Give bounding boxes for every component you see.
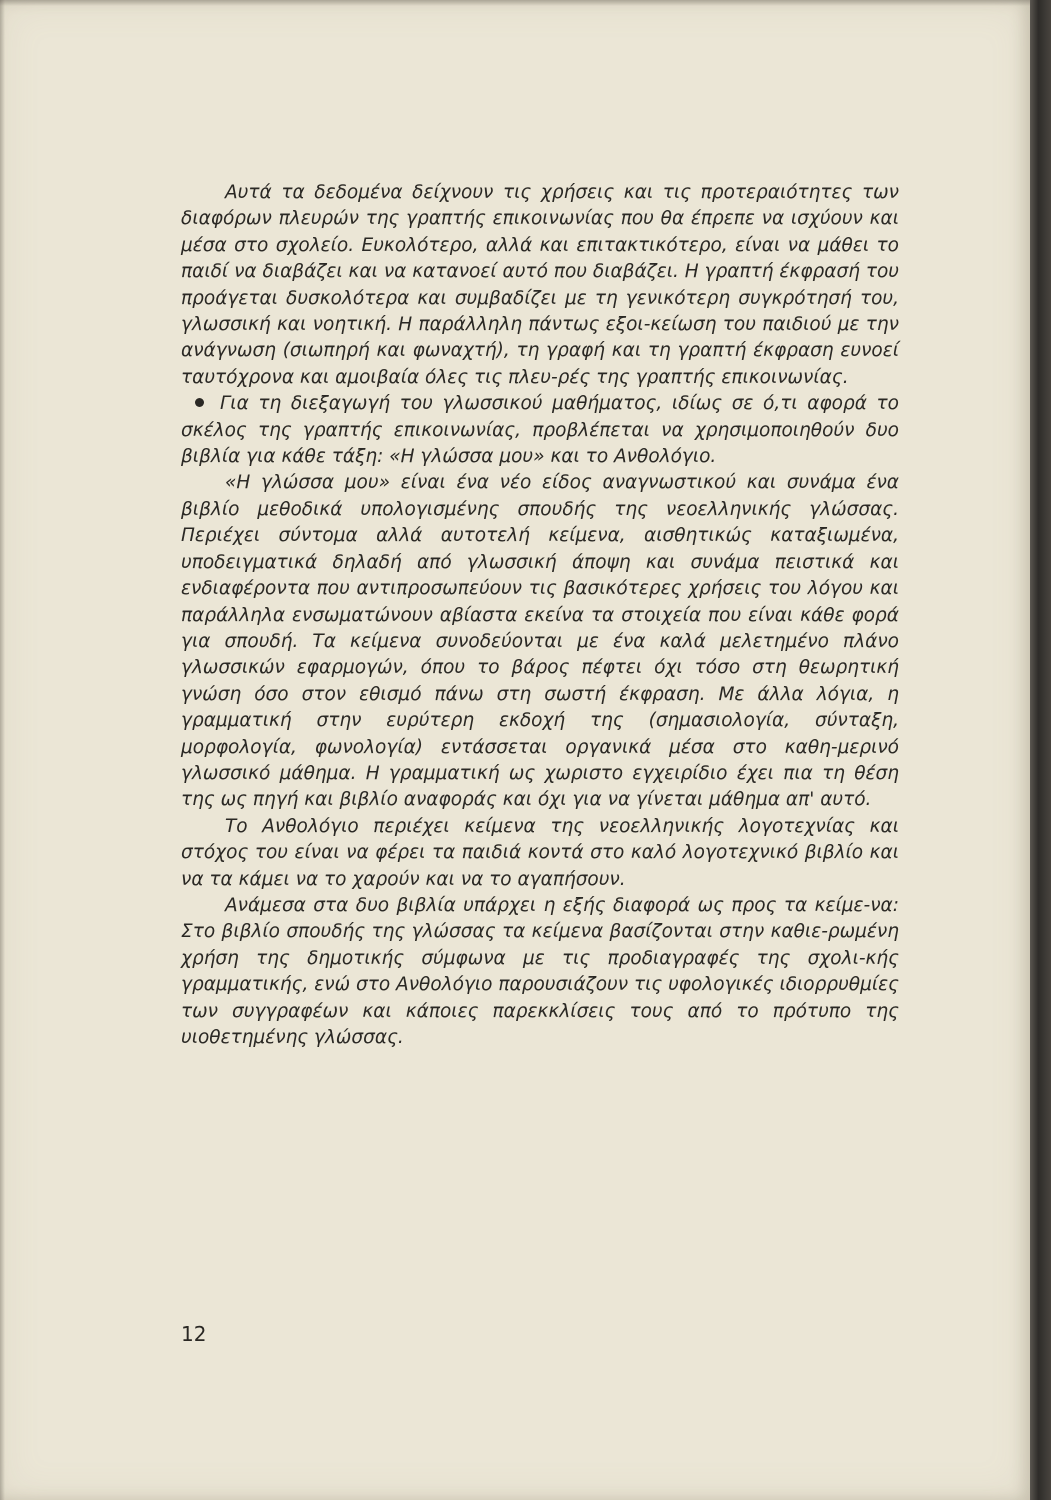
scan-edge-top (0, 0, 1030, 6)
paragraph-i-glossa-mou: «Η γλώσσα μου» είναι ένα νέο είδος αναγνωστικού και συνάμα ένα βιβλίο μεθοδικά υπολογισμένης σπουδής της νεοελληνικής γλώσσας. Περιέχει σύντομα αλλά αυτοτελή κείμενα, αισθητικώς καταξιωμένα, υποδειγματικά δηλαδή από γλωσσική άποψη και συνάμα πειστικά και ενδιαφέροντα που αντιπροσωπεύουν τις βασικότερες χρήσεις του λόγου και παράλληλα ενσωματώνουν αβίαστα εκείνα τα στοιχεία που είναι κάθε φορά για σπουδή. Τα κείμενα συνοδεύονται με ένα καλά μελετημένο πλάνο γλωσσικών εφαρμογών, όπου το βάρος πέφτει όχι τόσο στη θεωρητική γνώση όσο στον εθισμό πάνω στη σωστή έκφραση. Με άλλα λόγια, η γραμματική στην ευρύτερη εκδοχή της (σημασιολογία, σύνταξη, μορφολογία, φωνολογία) εντάσσεται οργανικά μέσα στο καθη-μερινό γλωσσικό μάθημα. Η γραμματική ως χωριστο εγχειρίδιο έχει πια τη θέση της ως πηγή και βιβλίο αναφοράς και όχι για να γίνεται μάθημα απ' αυτό. (181, 472, 899, 811)
bullet-icon (195, 398, 204, 407)
body-text (181, 180, 899, 1051)
paragraph-data-usage: Αυτά τα δεδομένα δείχνουν τις χρήσεις και τις προτεραιότητες των διαφόρων πλευρών της γραπτής επικοινωνίας που θα έπρεπε να ισχύουν και μέσα στο σχολείο. Ευκολότερο, αλλά και επιτακτικότερο, είναι να μάθει το παιδί να διαβάζει και να κατανοεί αυτό που διαβάζει. Η γραπτή έκφρασή του προάγεται δυσκολότερα και συμβαδίζει με τη γενικότερη συγκρότησή του, γλωσσική και νοητική. Η παράλληλη πάντως εξοι-κείωση του παιδιού με την ανάγνωση (σιωπηρή και φωναχτή), τη γραφή και τη γραπτή έκφραση ευνοεί ταυτόχρονα και αμοιβαία όλες τις πλευ-ρές της γραπτής επικοινωνίας. (181, 182, 899, 388)
paragraph-differences: Ανάμεσα στα δυο βιβλία υπάρχει η εξής διαφορά ως προς τα κείμε-να: Στο βιβλίο σπουδής της γλώσσας τα κείμενα βασίζονται στην καθιε-ρωμένη χρήση της δημοτικής σύμφωνα με τις προδιαγραφές της σχολι-κής γραμματικής, ενώ στο Ανθολόγιο παρουσιάζουν τις υφολογικές ιδιορρυθμίες των συγγραφέων και κάποιες παρεκκλίσεις τους από το πρότυπο της υιοθετημένης γλώσσας. (181, 894, 899, 1048)
page-number: 12 (181, 1322, 207, 1346)
book-spine (1030, 0, 1051, 1500)
paragraph-two-books-text: Για τη διεξαγωγή του γλωσσικού μαθήματος, ιδίως σε ό,τι αφορά το σκέλος της γραπτής επικοινωνίας, προβλέπεται να χρησιμοποιηθούν δυο βιβλία για κάθε τάξη: «Η γλώσσα μου» και το Ανθολόγιο. (181, 393, 899, 468)
paragraph-anthology: Το Ανθολόγιο περιέχει κείμενα της νεοελληνικής λογοτεχνίας και στόχος του είναι να φέρει τα παιδιά κοντά στο καλό λογοτεχνικό βιβλίο και να τα κάμει να το χαρούν και να το αγαπήσουν. (181, 815, 899, 890)
scan-edge-left (0, 0, 5, 1500)
paragraph-two-books (181, 391, 899, 470)
